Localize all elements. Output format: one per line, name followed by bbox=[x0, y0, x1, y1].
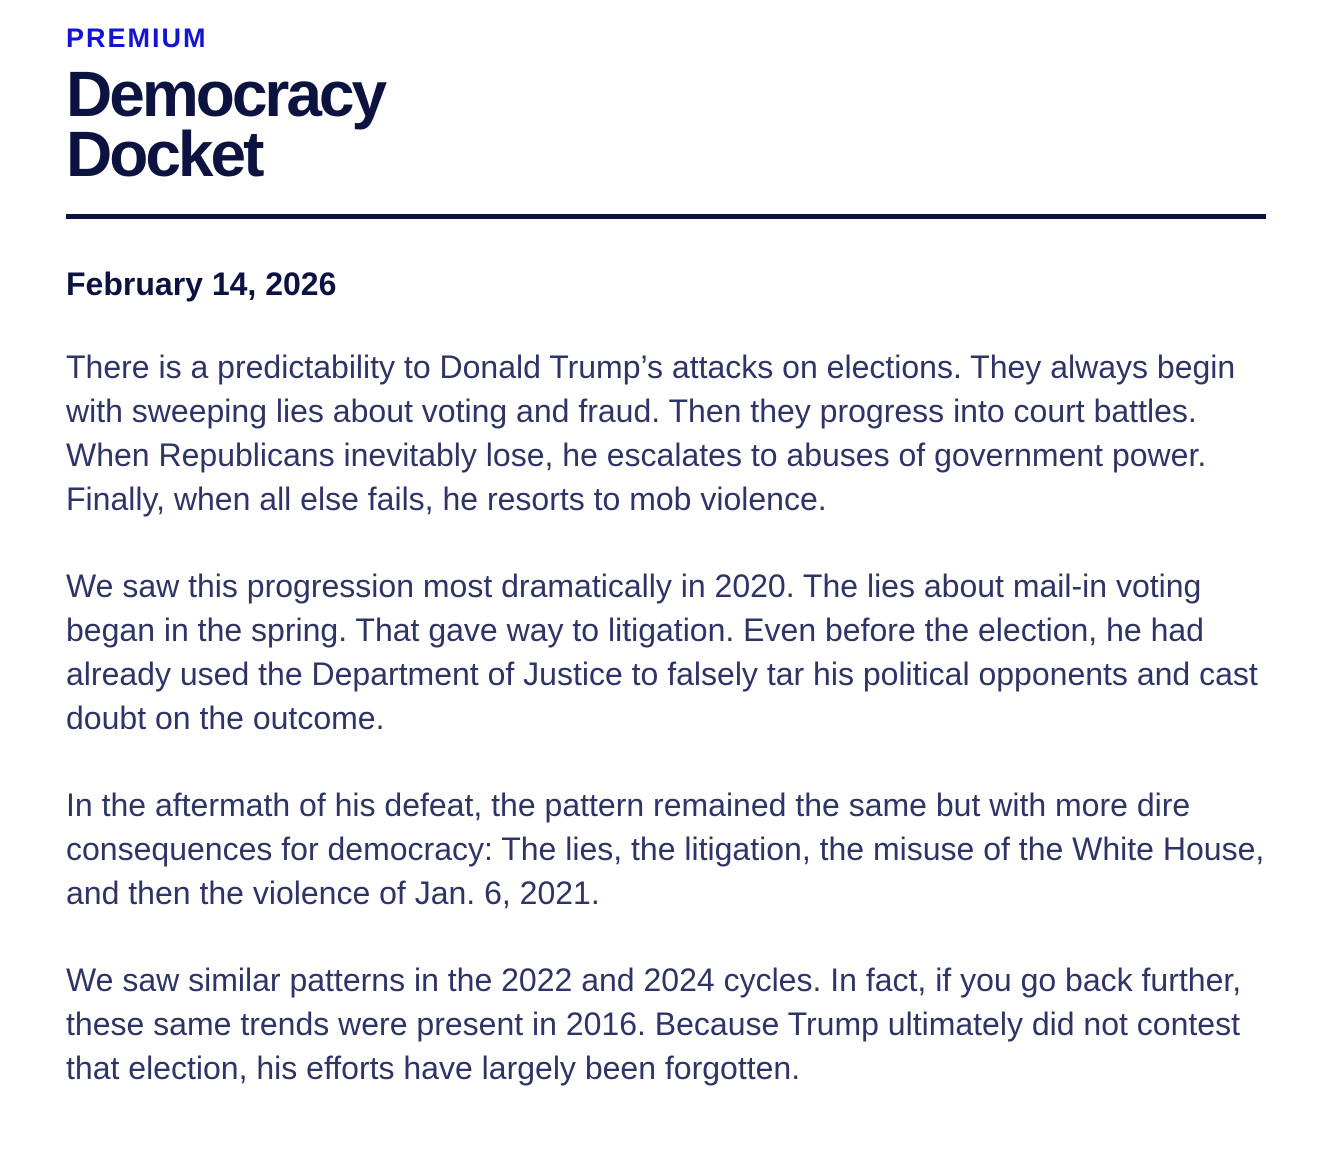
democracy-docket-logo[interactable] bbox=[66, 58, 385, 190]
header-divider bbox=[66, 214, 1266, 219]
paragraph-4: We saw similar patterns in the 2022 and 2024 cycles. In fact, if you go back further, these same trends were present in 2016. Because Trump ultimately did not contest that election, his efforts have largely been forgotten. bbox=[66, 962, 1242, 1086]
paragraph-1: There is a predictability to Donald Trump’s attacks on elections. They always begin with sweeping lies about voting and fraud. Then they progress into court battles. When Republicans inevitably lose, he escalates to abuses of government power. Finally, when all else fails, he resorts to mob violence. bbox=[66, 349, 1236, 517]
logo-line-1: Democracy bbox=[66, 58, 385, 130]
article-date: February 14, 2026 bbox=[66, 266, 337, 302]
premium-label: PREMIUM bbox=[66, 23, 208, 53]
paragraph-2: We saw this progression most dramatically in 2020. The lies about mail-in voting began in the spring. That gave way to litigation. Even before the election, he had already used the Department of Justice to falsely tar his political opponents and cast doubt on the outcome. bbox=[66, 568, 1258, 736]
article-body bbox=[66, 345, 1266, 1133]
logo-line-2: Docket bbox=[66, 118, 262, 190]
paragraph-3: In the aftermath of his defeat, the pattern remained the same but with more dire consequences for democracy: The lies, the litigation, the misuse of the White House, and then the violence of Jan. 6, 2021. bbox=[66, 787, 1265, 911]
